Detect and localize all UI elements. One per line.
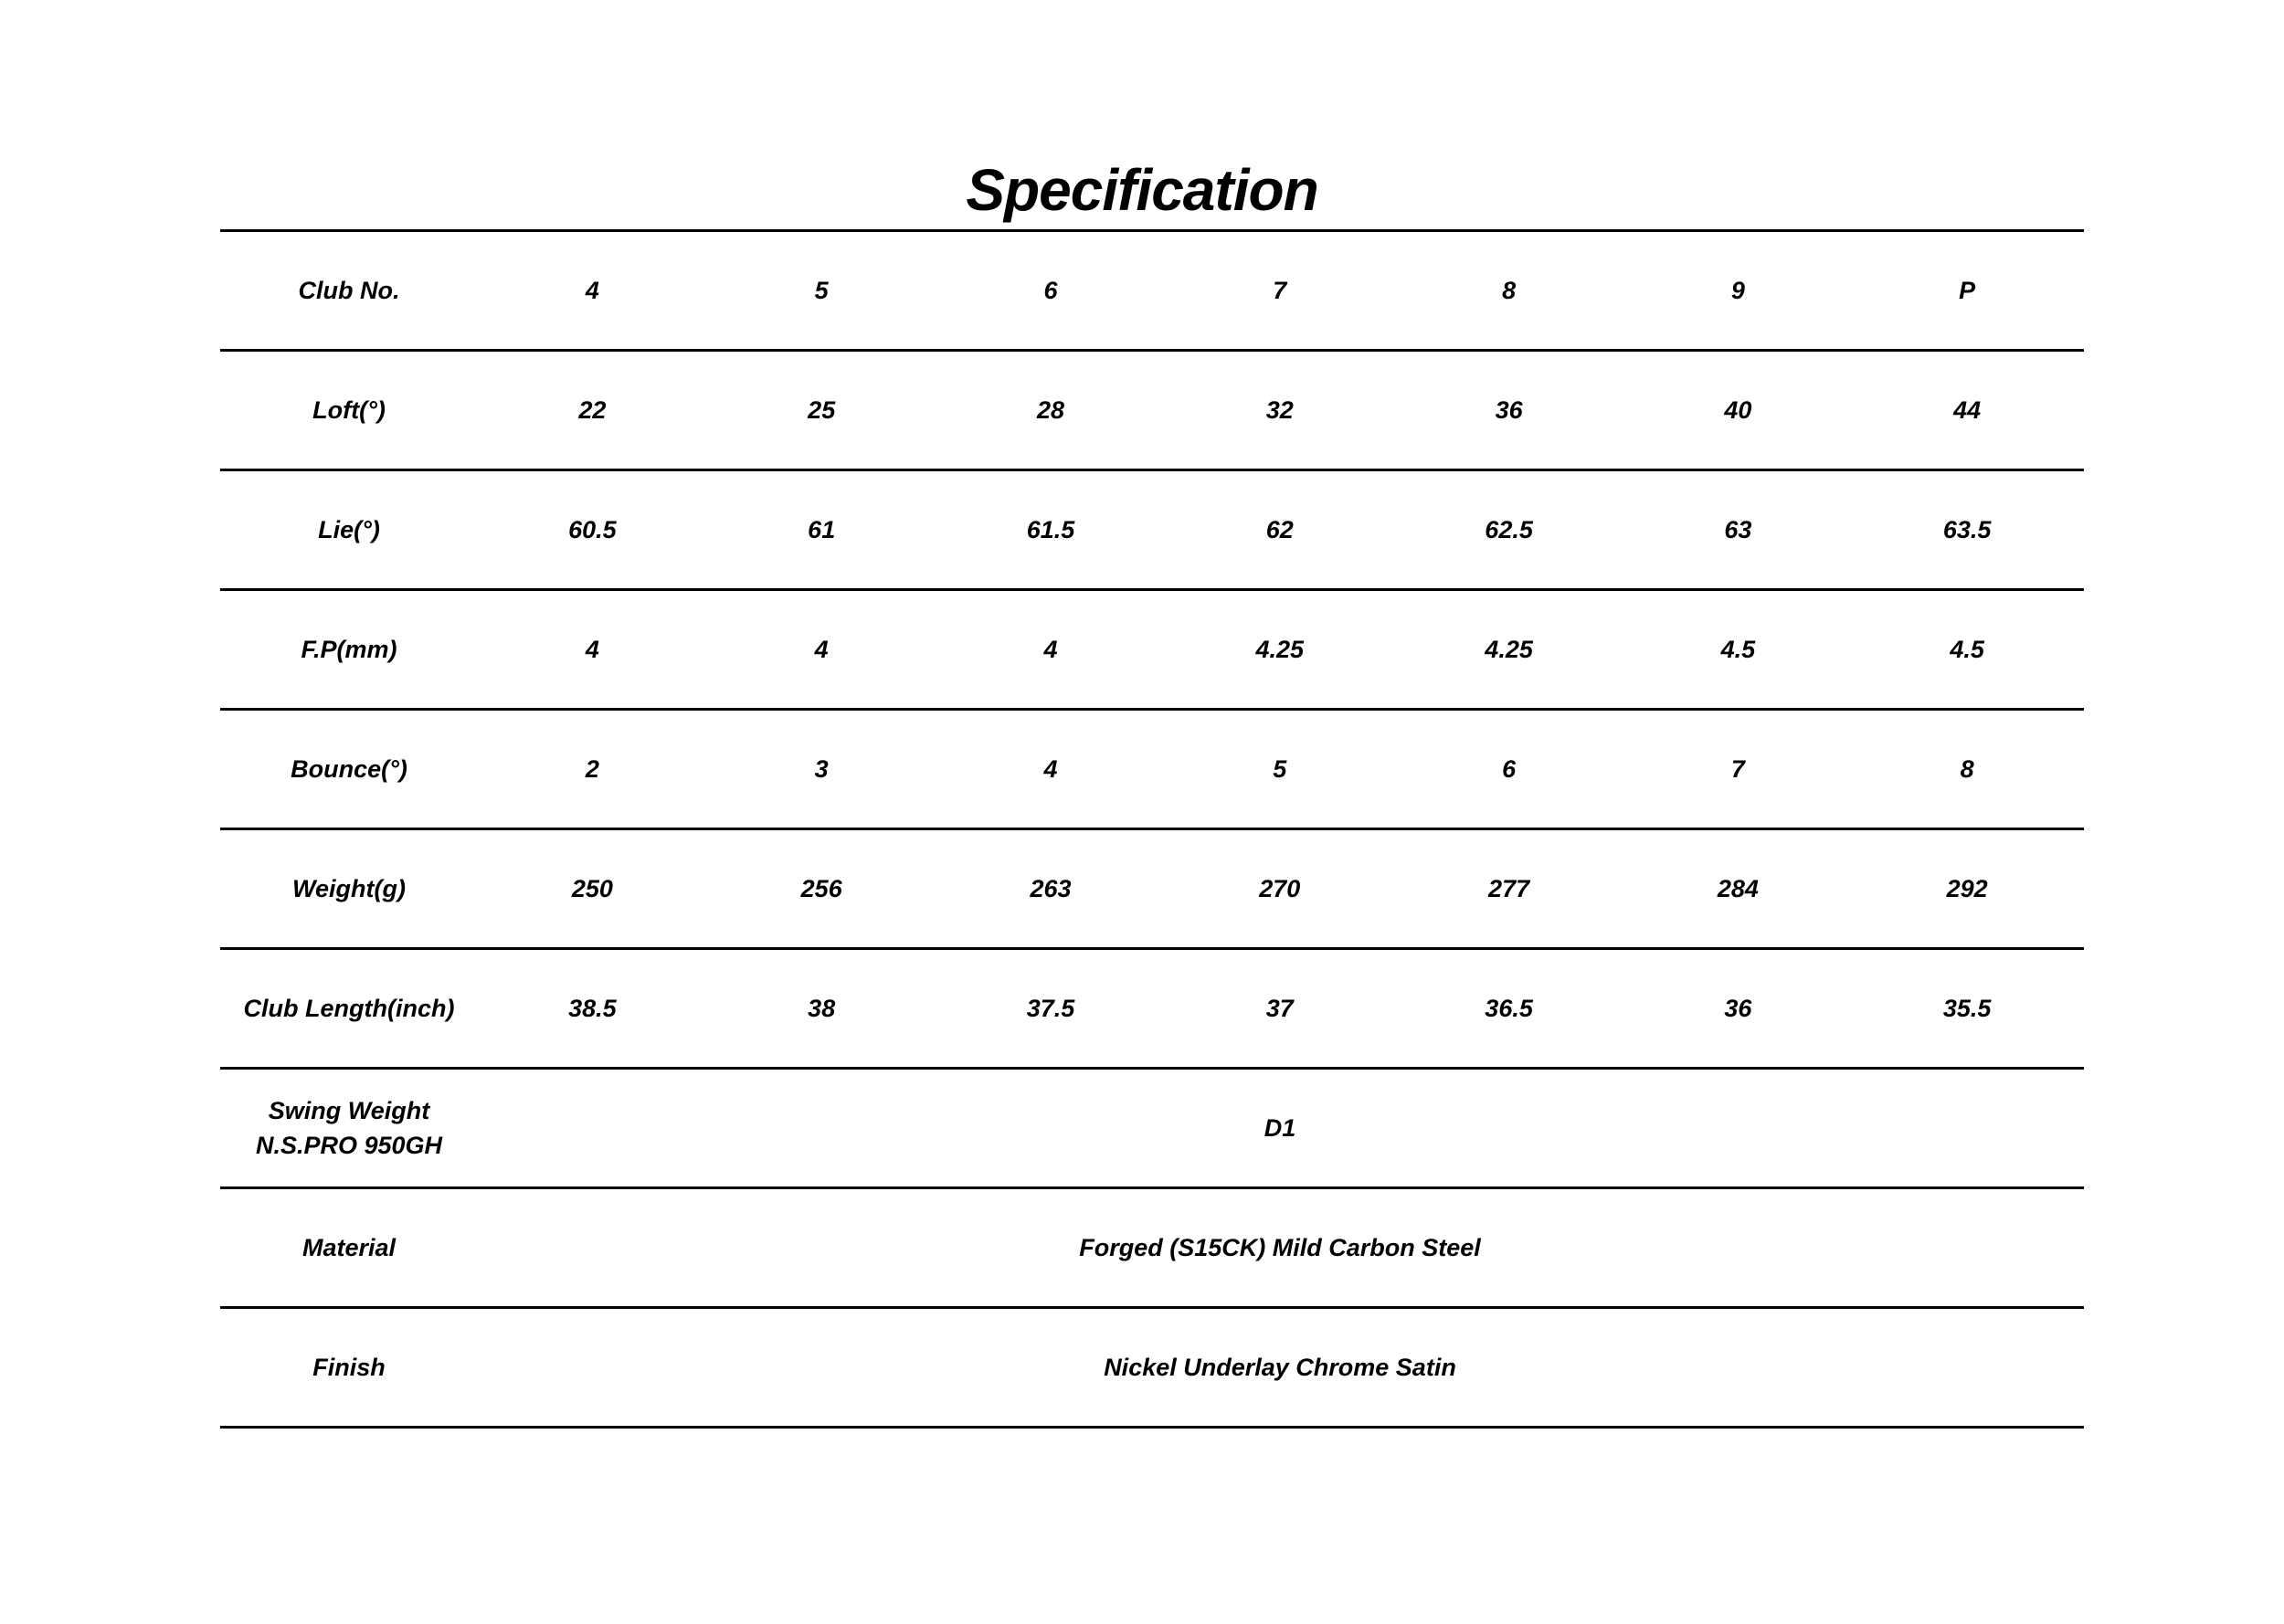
cell-value: 40	[1724, 396, 1752, 424]
row-label: Lie(°)	[318, 516, 380, 543]
cell-value: 5	[1273, 755, 1287, 783]
row-club-no	[220, 232, 2084, 352]
row-club-length	[220, 950, 2084, 1070]
cell-value: 22	[578, 396, 607, 424]
cell-value: 4.5	[1950, 636, 1984, 663]
row-face-progression	[220, 591, 2084, 711]
cell-value: 5	[814, 277, 829, 304]
row-label: Club No.	[298, 277, 400, 304]
cell-value: 38	[808, 995, 836, 1022]
cell-value: 25	[808, 396, 836, 424]
row-bounce	[220, 711, 2084, 830]
cell-value: 7	[1273, 277, 1287, 304]
row-material	[220, 1189, 2084, 1309]
row-label: Bounce(°)	[291, 755, 407, 783]
cell-value: 8	[1960, 755, 1974, 783]
cell-value: 35.5	[1942, 995, 1992, 1022]
row-lie	[220, 471, 2084, 591]
row-swing-weight	[220, 1070, 2084, 1189]
cell-value: 292	[1946, 875, 1988, 902]
spec-table	[220, 229, 2084, 1429]
cell-value: 250	[571, 875, 613, 902]
cell-value: 7	[1730, 755, 1745, 783]
cell-value: 60.5	[568, 516, 617, 543]
cell-value: 3	[814, 755, 829, 783]
cell-value: 44	[1953, 396, 1982, 424]
cell-value: 9	[1730, 277, 1745, 304]
cell-value-span: Forged (S15CK) Mild Carbon Steel	[1079, 1234, 1481, 1261]
cell-value: 62	[1265, 516, 1294, 543]
cell-value: 6	[1043, 277, 1058, 304]
cell-value: 4	[585, 636, 599, 663]
cell-value-span: Nickel Underlay Chrome Satin	[1104, 1354, 1456, 1381]
row-weight	[220, 830, 2084, 950]
cell-value: 4	[1043, 636, 1058, 663]
cell-value: 61.5	[1026, 516, 1075, 543]
cell-value: 8	[1502, 277, 1517, 304]
cell-value: 61	[808, 516, 836, 543]
cell-value: 37.5	[1026, 995, 1075, 1022]
row-label: Loft(°)	[312, 396, 386, 424]
cell-value: 4.25	[1255, 636, 1305, 663]
cell-value: 263	[1030, 875, 1072, 902]
cell-value-span: D1	[1264, 1114, 1296, 1142]
cell-value: 270	[1259, 875, 1301, 902]
cell-value: 4	[1043, 755, 1058, 783]
row-label-line: Swing Weight	[268, 1097, 430, 1124]
cell-value: 32	[1265, 396, 1294, 424]
row-label-line: N.S.PRO 950GH	[255, 1132, 443, 1159]
row-label: Weight(g)	[292, 875, 406, 902]
cell-value: 36	[1495, 396, 1523, 424]
row-loft	[220, 352, 2084, 471]
cell-value: 4.25	[1485, 636, 1533, 663]
cell-value: 63	[1724, 516, 1752, 543]
cell-value: 4	[585, 277, 599, 304]
cell-value: 28	[1036, 396, 1065, 424]
cell-value: 38.5	[568, 995, 617, 1022]
cell-value: 284	[1717, 875, 1759, 902]
cell-value: P	[1959, 277, 1976, 304]
cell-value: 62.5	[1485, 516, 1533, 543]
row-label: Finish	[312, 1354, 386, 1381]
row-label: Club Length(inch)	[243, 995, 455, 1022]
cell-value: 4.5	[1720, 636, 1756, 663]
row-label: F.P(mm)	[301, 636, 397, 663]
cell-value: 36.5	[1485, 995, 1533, 1022]
page-title: Specification	[966, 157, 1318, 223]
row-label	[220, 1093, 478, 1163]
cell-value: 277	[1488, 875, 1530, 902]
cell-value: 63.5	[1942, 516, 1992, 543]
cell-value: 4	[814, 636, 829, 663]
cell-value: 6	[1502, 755, 1517, 783]
cell-value: 256	[800, 875, 842, 902]
row-label: Material	[301, 1234, 397, 1261]
cell-value: 2	[585, 755, 599, 783]
cell-value: 36	[1724, 995, 1752, 1022]
row-finish	[220, 1309, 2084, 1429]
cell-value: 37	[1265, 995, 1294, 1022]
